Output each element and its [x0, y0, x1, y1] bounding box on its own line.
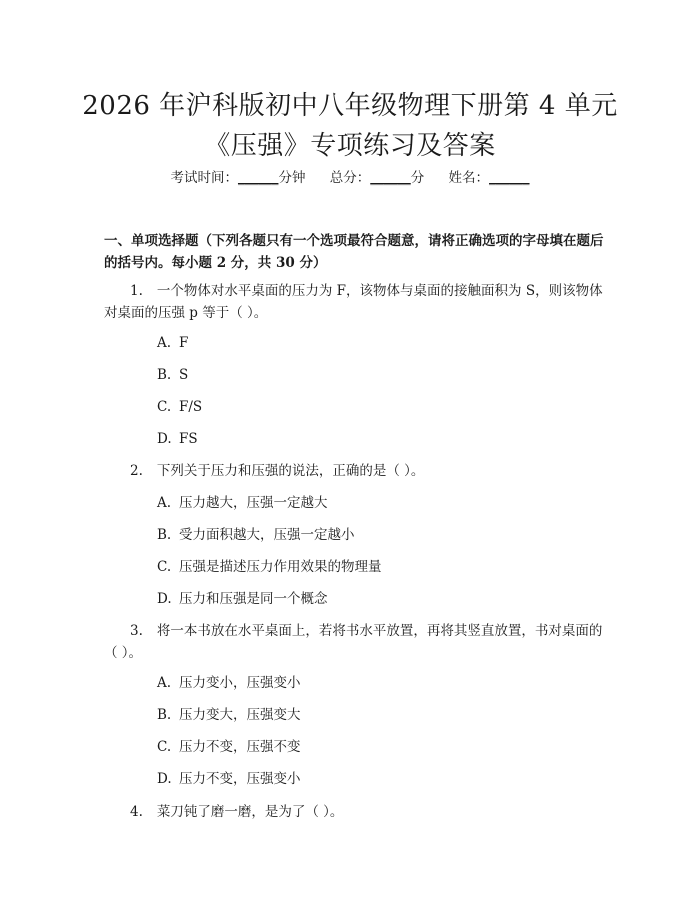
total-score-label: 总分： — [329, 170, 371, 186]
question-text: 一个物体对水平桌面的压力为 F，该物体与桌面的接触面积为 S，则该物体对桌面的压强 p 等于（ ）。 — [104, 283, 603, 321]
question-2-option-a — [157, 493, 328, 513]
option-letter: B. — [157, 367, 172, 383]
student-name-field — [449, 170, 530, 186]
option-text: 受力面积越大，压强一定越小 — [179, 527, 355, 543]
option-text: 压力和压强是同一个概念 — [179, 591, 328, 607]
option-letter: A. — [157, 675, 172, 691]
option-text: 压力变大，压强变大 — [179, 707, 301, 723]
option-text: FS — [179, 431, 198, 447]
question-3-option-b — [157, 705, 301, 725]
question-1-option-c — [157, 397, 202, 417]
question-2-option-c — [157, 557, 382, 577]
option-letter: C. — [157, 739, 172, 755]
option-text: S — [179, 367, 189, 383]
question-1-stem — [104, 280, 604, 324]
exam-time-field — [170, 170, 305, 186]
question-3-option-a — [157, 673, 301, 693]
option-letter: A. — [157, 495, 172, 511]
option-text: 压力越大，压强一定越大 — [179, 495, 328, 511]
total-score-blank: ______ — [370, 170, 411, 186]
question-text: 将一本书放在水平桌面上，若将书水平放置，再将其竖直放置，书对桌面的（ ）。 — [104, 623, 603, 661]
question-number: 1. — [130, 283, 143, 299]
option-letter: C. — [157, 399, 172, 415]
question-3-option-d — [157, 769, 301, 789]
exam-time-label: 考试时间： — [170, 170, 238, 186]
question-2-option-b — [157, 525, 355, 545]
option-letter: A. — [157, 335, 172, 351]
question-1-option-a — [157, 333, 188, 353]
question-3-stem — [104, 620, 604, 664]
question-2-stem — [104, 460, 604, 482]
option-letter: D. — [157, 431, 172, 447]
option-text: F/S — [179, 399, 203, 415]
question-1-option-b — [157, 365, 188, 385]
exam-time-blank: ______ — [237, 170, 279, 186]
question-number: 3. — [130, 623, 143, 639]
question-text: 下列关于压力和压强的说法，正确的是（ ）。 — [156, 463, 425, 479]
question-number: 2. — [130, 463, 143, 479]
exam-info-line — [0, 168, 700, 188]
question-1-option-d — [157, 429, 198, 449]
exam-time-unit: 分钟 — [278, 170, 306, 186]
option-text: 压力变小，压强变小 — [179, 675, 301, 691]
section-heading: 一、单项选择题（下列各题只有一个选项最符合题意，请将正确选项的字母填在题后的括号内。每小题 2 分，共 30 分） — [104, 233, 604, 271]
document-title — [0, 86, 700, 166]
total-score-field — [330, 170, 425, 186]
student-name-label: 姓名： — [448, 170, 490, 186]
option-text: 压力不变，压强变小 — [179, 771, 301, 787]
option-letter: B. — [157, 527, 172, 543]
option-letter: D. — [157, 591, 172, 607]
option-letter: B. — [157, 707, 172, 723]
option-text: 压力不变，压强不变 — [179, 739, 301, 755]
question-3-option-c — [157, 737, 301, 757]
question-text: 菜刀钝了磨一磨，是为了（ ）。 — [156, 804, 344, 820]
question-2-option-d — [157, 589, 328, 609]
option-text: F — [179, 335, 189, 351]
title-line-1: 2026 年沪科版初中八年级物理下册第 4 单元 — [82, 91, 618, 121]
student-name-blank: ______ — [489, 170, 530, 186]
title-line-2: 《压强》专项练习及答案 — [204, 131, 496, 161]
total-score-unit: 分 — [410, 170, 425, 186]
option-text: 压强是描述压力作用效果的物理量 — [179, 559, 382, 575]
option-letter: C. — [157, 559, 172, 575]
option-letter: D. — [157, 771, 172, 787]
question-number: 4. — [130, 804, 143, 820]
question-4-stem — [104, 801, 604, 823]
